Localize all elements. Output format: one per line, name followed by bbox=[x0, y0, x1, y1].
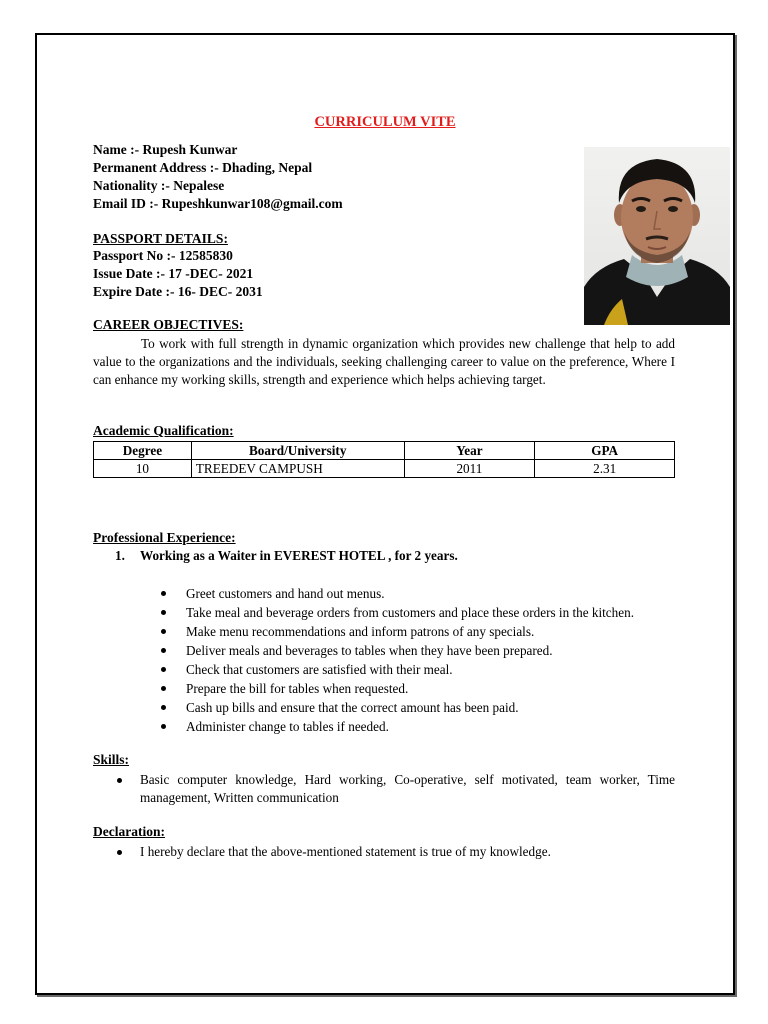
declaration-heading: Declaration: bbox=[93, 824, 165, 839]
column-header: Degree bbox=[94, 442, 192, 460]
passport-number: Passport No :- 12585830 bbox=[93, 248, 233, 263]
career-objective-text: To work with full strength in dynamic organization which provides new challenge that help to add value to the organizations and the individuals, seeking challenging career to value on the preference, Where I can enhance my working skills, strength and experience which helps achieving target. bbox=[93, 336, 675, 387]
skills-list bbox=[93, 771, 675, 807]
column-header: GPA bbox=[535, 442, 675, 460]
table-cell: 10 bbox=[94, 460, 192, 478]
list-item: Check that customers are satisfied with their meal. bbox=[159, 660, 634, 679]
table-cell: 2011 bbox=[404, 460, 535, 478]
duties-list bbox=[159, 584, 634, 736]
address-line: Permanent Address :- Dhading, Nepal bbox=[93, 160, 313, 175]
list-item: Take meal and beverage orders from customers and place these orders in the kitchen. bbox=[159, 603, 634, 622]
list-item: Basic computer knowledge, Hard working, Co-operative, self motivated, team worker, Time management, Written communication bbox=[93, 771, 675, 807]
academic-heading: Academic Qualification: bbox=[93, 423, 234, 438]
email-line: Email ID :- Rupeshkunwar108@gmail.com bbox=[93, 196, 343, 211]
skills-heading: Skills: bbox=[93, 752, 130, 767]
experience-number: 1. bbox=[115, 548, 125, 563]
list-item: Prepare the bill for tables when requested. bbox=[159, 679, 634, 698]
list-item: I hereby declare that the above-mentioned statement is true of my knowledge. bbox=[93, 843, 675, 861]
table-header-row bbox=[94, 442, 675, 460]
column-header: Year bbox=[404, 442, 535, 460]
passport-heading: PASSPORT DETAILS: bbox=[93, 231, 228, 246]
list-item: Administer change to tables if needed. bbox=[159, 717, 634, 736]
profile-photo bbox=[584, 147, 730, 325]
experience-title: Working as a Waiter in EVEREST HOTEL , for 2 years. bbox=[140, 548, 458, 563]
list-item: Deliver meals and beverages to tables when they have been prepared. bbox=[159, 641, 634, 660]
list-item: Make menu recommendations and inform patrons of any specials. bbox=[159, 622, 634, 641]
academic-table bbox=[93, 441, 675, 478]
list-item: Cash up bills and ensure that the correct amount has been paid. bbox=[159, 698, 634, 717]
passport-issue-date: Issue Date :- 17 -DEC- 2021 bbox=[93, 266, 254, 281]
experience-heading: Professional Experience: bbox=[93, 530, 236, 545]
table-cell: TREEDEV CAMPUSH bbox=[191, 460, 404, 478]
declaration-list bbox=[93, 843, 675, 861]
passport-expire-date: Expire Date :- 16- DEC- 2031 bbox=[93, 284, 263, 299]
list-item: Greet customers and hand out menus. bbox=[159, 584, 634, 603]
experience-item bbox=[115, 548, 458, 564]
resume-page bbox=[35, 33, 735, 995]
table-cell: 2.31 bbox=[535, 460, 675, 478]
name-line: Name :- Rupesh Kunwar bbox=[93, 142, 238, 157]
document-title: CURRICULUM VITE bbox=[314, 114, 456, 130]
career-heading: CAREER OBJECTIVES: bbox=[93, 317, 244, 332]
nationality-line: Nationality :- Nepalese bbox=[93, 178, 225, 193]
table-row bbox=[94, 460, 675, 478]
column-header: Board/University bbox=[191, 442, 404, 460]
